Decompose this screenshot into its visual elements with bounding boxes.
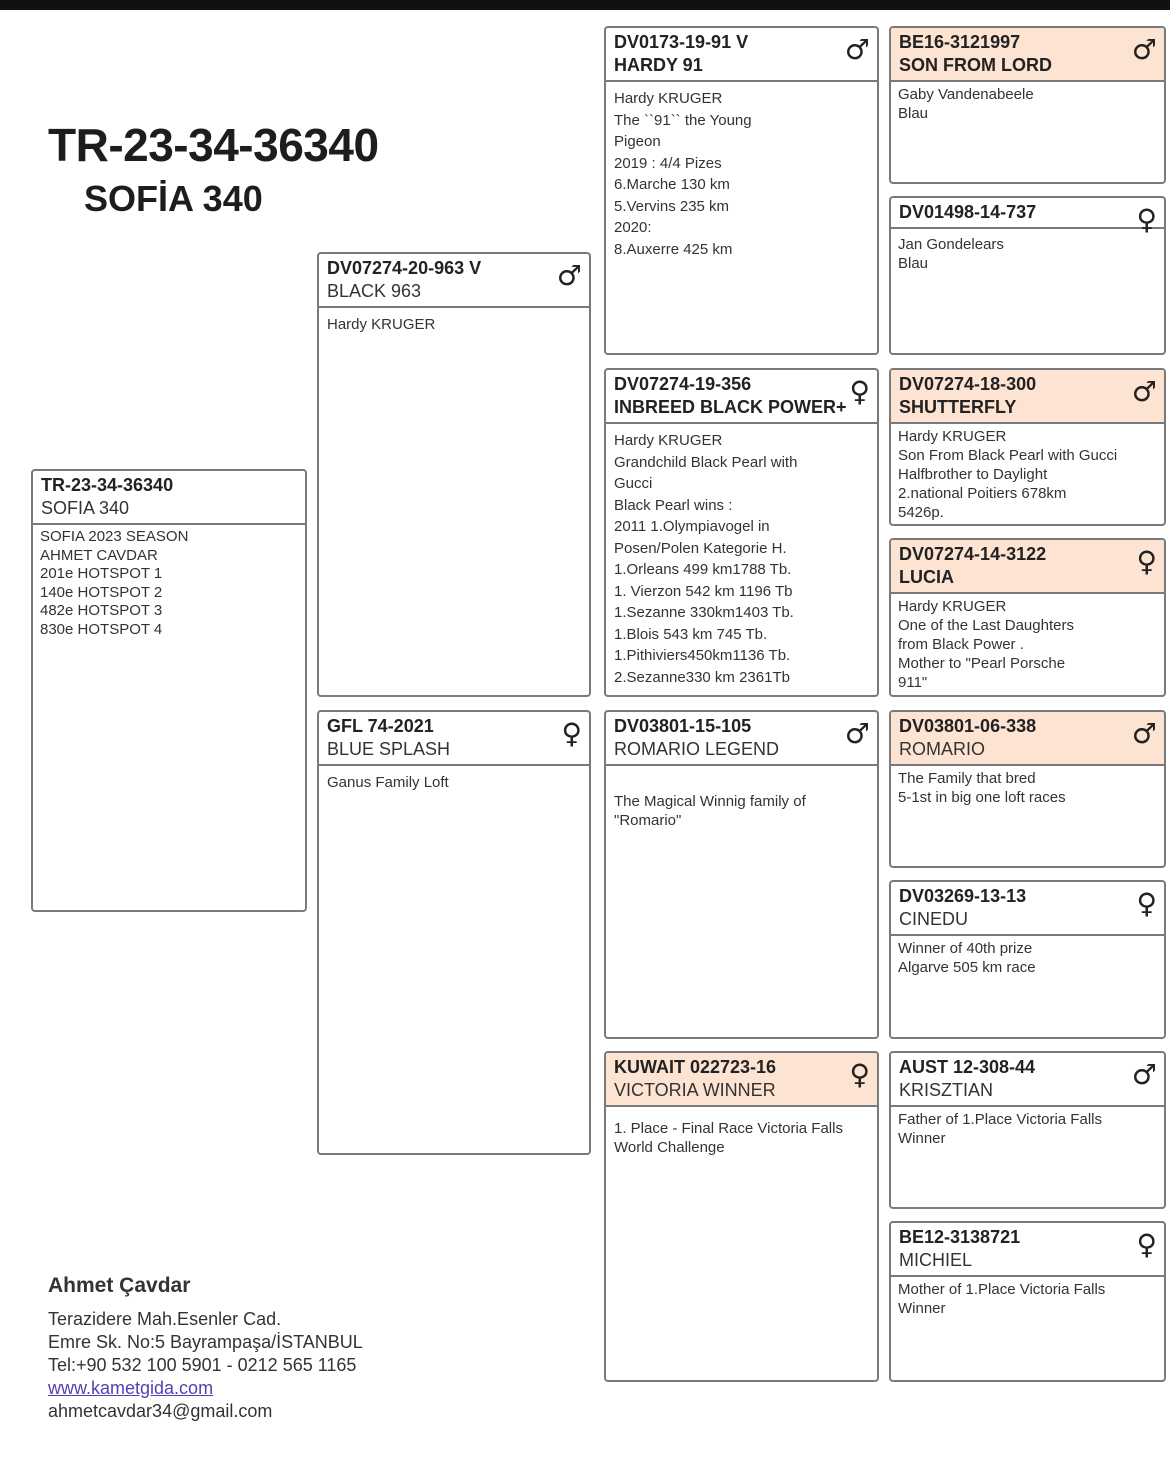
info-line: Hardy KRUGER — [327, 316, 436, 333]
dss-card — [889, 710, 1166, 868]
ring-number: DV07274-20-963 V — [327, 258, 482, 278]
female-symbol-icon: ♀ — [1136, 545, 1157, 578]
info-line: Winner — [898, 1130, 946, 1147]
dam-sire-card — [604, 710, 879, 1039]
info-line: Posen/Polen Kategorie H. — [614, 539, 787, 557]
ring-number: DV07274-18-300 — [899, 374, 1037, 394]
sire-card — [317, 252, 591, 697]
card-header — [891, 882, 1164, 936]
info-line: 2011 1.Olympiavogel in — [614, 518, 770, 535]
pigeon-name: SOFIA 340 — [41, 498, 130, 518]
address-line-2: Emre Sk. No:5 Bayrampaşa/İSTANBUL — [48, 1332, 363, 1352]
ring-number: DV0173-19-91 V — [614, 32, 749, 52]
card-header — [606, 370, 877, 424]
pigeon-name: LUCIA — [899, 567, 954, 587]
ring-number: DV03801-15-105 — [614, 716, 752, 736]
male-symbol-icon: ♂ — [556, 259, 582, 292]
pigeon-name: KRISZTIAN — [899, 1080, 994, 1100]
pigeon-name: MICHIEL — [899, 1250, 973, 1270]
info-line: Winner of 40th prize — [898, 940, 1033, 957]
info-line: Mother of 1.Place Victoria Falls — [898, 1281, 1106, 1298]
info-line: Pigeon — [614, 133, 661, 150]
info-line: The ``91`` the Young — [614, 111, 752, 129]
info-line: Gucci — [614, 475, 653, 492]
info-line: Black Pearl wins : — [614, 496, 733, 514]
info-line: 830e HOTSPOT 4 — [40, 620, 163, 638]
female-symbol-icon: ♀ — [1136, 203, 1157, 236]
ssd-card — [889, 196, 1166, 355]
info-line: Jan Gondelears — [898, 236, 1004, 253]
email-address[interactable]: ahmetcavdar34@gmail.com — [48, 1401, 273, 1421]
ring-number: DV03801-06-338 — [899, 716, 1037, 736]
pigeon-info — [606, 424, 877, 694]
card-header — [606, 712, 877, 766]
female-symbol-icon: ♀ — [561, 717, 582, 750]
info-line: Winner — [898, 1300, 946, 1317]
female-symbol-icon: ♀ — [1136, 887, 1157, 920]
breeder-name: Ahmet Çavdar — [48, 1274, 191, 1297]
info-line: 8.Auxerre 425 km — [614, 240, 733, 258]
info-line: Grandchild Black Pearl with — [614, 453, 798, 471]
pigeon-name: BLUE SPLASH — [327, 739, 451, 759]
male-symbol-icon: ♂ — [1131, 33, 1157, 66]
page-title-name: SOFİA 340 — [84, 178, 263, 219]
pigeon-info — [891, 766, 1164, 810]
pigeon-info — [891, 229, 1164, 276]
info-line: Son From Black Pearl with Gucci — [898, 447, 1118, 464]
info-line: 1.Pithiviers450km1136 Tb. — [614, 647, 791, 664]
pigeon-info — [891, 1107, 1164, 1151]
dam-dam-card — [604, 1051, 879, 1382]
card-header — [891, 28, 1164, 82]
info-line: 5.Vervins 235 km — [614, 197, 730, 215]
info-line: Blau — [898, 255, 929, 272]
male-symbol-icon: ♂ — [844, 33, 870, 66]
card-header — [891, 540, 1164, 594]
pigeon-info — [891, 594, 1164, 695]
pigeon-name: CINEDU — [899, 909, 969, 929]
page-title-ring: TR-23-34-36340 — [48, 119, 379, 171]
ring-number: BE12-3138721 — [899, 1227, 1021, 1247]
card-header — [606, 1053, 877, 1107]
male-symbol-icon: ♂ — [844, 717, 870, 750]
info-line: Ganus Family Loft — [327, 774, 449, 791]
ring-number: BE16-3121997 — [899, 32, 1021, 52]
male-symbol-icon: ♂ — [1131, 717, 1157, 750]
pigeon-info — [319, 308, 589, 342]
pigeon-name: ROMARIO — [899, 739, 986, 759]
pigeon-name: SON FROM LORD — [899, 55, 1052, 75]
info-line: from Black Power . — [898, 636, 1024, 653]
info-line: The Magical Winnig family of — [614, 793, 806, 810]
sire-sire-card — [604, 26, 879, 355]
info-line: 201e HOTSPOT 1 — [40, 565, 163, 582]
pigeon-name: VICTORIA WINNER — [614, 1080, 776, 1100]
info-line: Hardy KRUGER — [898, 428, 1007, 445]
card-header — [891, 370, 1164, 424]
info-line: SOFIA 2023 SEASON — [40, 528, 189, 545]
pigeon-name: INBREED BLACK POWER+ — [614, 397, 847, 417]
sds-card — [889, 368, 1166, 526]
ring-number: TR-23-34-36340 — [41, 475, 174, 495]
card-header — [33, 471, 305, 525]
pigeon-name: BLACK 963 — [327, 281, 422, 301]
ring-number: AUST 12-308-44 — [899, 1057, 1036, 1077]
pigeon-info — [891, 1277, 1164, 1321]
info-line: 1.Orleans 499 km1788 Tb. — [614, 561, 792, 578]
dds-card — [889, 1051, 1166, 1209]
info-line: "Romario" — [614, 812, 682, 829]
male-symbol-icon: ♂ — [1131, 375, 1157, 408]
ring-number: KUWAIT 022723-16 — [614, 1057, 777, 1077]
sire-dam-card — [604, 368, 879, 697]
pigeon-info — [891, 82, 1164, 126]
info-line: 482e HOTSPOT 3 — [40, 602, 163, 619]
info-line: Hardy KRUGER — [614, 90, 723, 107]
pigeon-info — [606, 82, 877, 266]
pigeon-info — [606, 1107, 877, 1163]
breeder-contact — [48, 1274, 363, 1423]
info-line: Mother to "Pearl Porsche — [898, 655, 1066, 672]
info-line: The Family that bred — [898, 770, 1036, 787]
pigeon-info — [319, 766, 589, 800]
address-line-1: Terazidere Mah.Esenler Cad. — [48, 1309, 282, 1329]
info-line: 2.national Poitiers 678km — [898, 485, 1067, 502]
info-line: AHMET CAVDAR — [40, 546, 158, 564]
ring-number: DV01498-14-737 — [899, 202, 1037, 222]
info-line: 2019 : 4/4 Pizes — [614, 154, 722, 172]
female-symbol-icon: ♀ — [1136, 1228, 1157, 1261]
female-symbol-icon: ♀ — [849, 375, 870, 408]
info-line: 2.Sezanne330 km 2361Tb — [614, 668, 790, 686]
ddd-card — [889, 1221, 1166, 1382]
info-line: Father of 1.Place Victoria Falls — [898, 1111, 1102, 1128]
card-header — [891, 1053, 1164, 1107]
sdd-card — [889, 538, 1166, 697]
pigeon-info — [891, 424, 1164, 525]
info-line: Blau — [898, 105, 929, 122]
card-header — [891, 198, 1164, 236]
info-line: 6.Marche 130 km — [614, 176, 730, 193]
dsd-card — [889, 880, 1166, 1039]
info-line: 1.Sezanne 330km1403 Tb. — [614, 604, 794, 621]
info-line: Gaby Vandenabeele — [898, 86, 1034, 103]
card-header — [319, 254, 589, 308]
card-header — [606, 28, 877, 82]
male-symbol-icon: ♂ — [1131, 1058, 1157, 1091]
ring-number: DV03269-13-13 — [899, 886, 1027, 906]
info-line: Hardy KRUGER — [898, 598, 1007, 615]
dam-card — [317, 710, 591, 1155]
top-bar — [0, 0, 1170, 10]
ring-number: DV07274-14-3122 — [899, 544, 1047, 564]
info-line: 1.Blois 543 km 745 Tb. — [614, 625, 768, 643]
info-line: One of the Last Daughters — [898, 617, 1074, 634]
info-line: Algarve 505 km race — [898, 959, 1036, 976]
website-link[interactable]: www.kametgida.com — [48, 1378, 214, 1398]
info-line: Halfbrother to Daylight — [898, 466, 1048, 483]
female-symbol-icon: ♀ — [849, 1058, 870, 1091]
pigeon-info — [606, 766, 877, 836]
subject-card — [31, 469, 307, 912]
pigeon-name: HARDY 91 — [614, 55, 703, 75]
pigeon-name: ROMARIO LEGEND — [614, 739, 780, 759]
sss-card — [889, 26, 1166, 184]
ring-number: DV07274-19-356 — [614, 374, 752, 394]
ring-number: GFL 74-2021 — [327, 716, 434, 736]
info-line: World Challenge — [614, 1139, 725, 1156]
info-line: 1. Place - Final Race Victoria Falls — [614, 1120, 843, 1137]
card-header — [319, 712, 589, 766]
info-line: 2020: — [614, 219, 652, 236]
phone-numbers: Tel:+90 532 100 5901 - 0212 565 1165 — [48, 1355, 357, 1375]
pigeon-info — [33, 525, 305, 642]
card-header — [891, 712, 1164, 766]
info-line: 1. Vierzon 542 km 1196 Tb — [614, 582, 793, 600]
info-line: 911" — [898, 674, 928, 691]
info-line: 140e HOTSPOT 2 — [40, 583, 163, 601]
info-line: 5-1st in big one loft races — [898, 789, 1066, 806]
pigeon-name: SHUTTERFLY — [899, 397, 1017, 417]
pigeon-info — [891, 936, 1164, 980]
card-header — [891, 1223, 1164, 1277]
info-line: 5426p. — [898, 504, 944, 521]
info-line: Hardy KRUGER — [614, 432, 723, 449]
